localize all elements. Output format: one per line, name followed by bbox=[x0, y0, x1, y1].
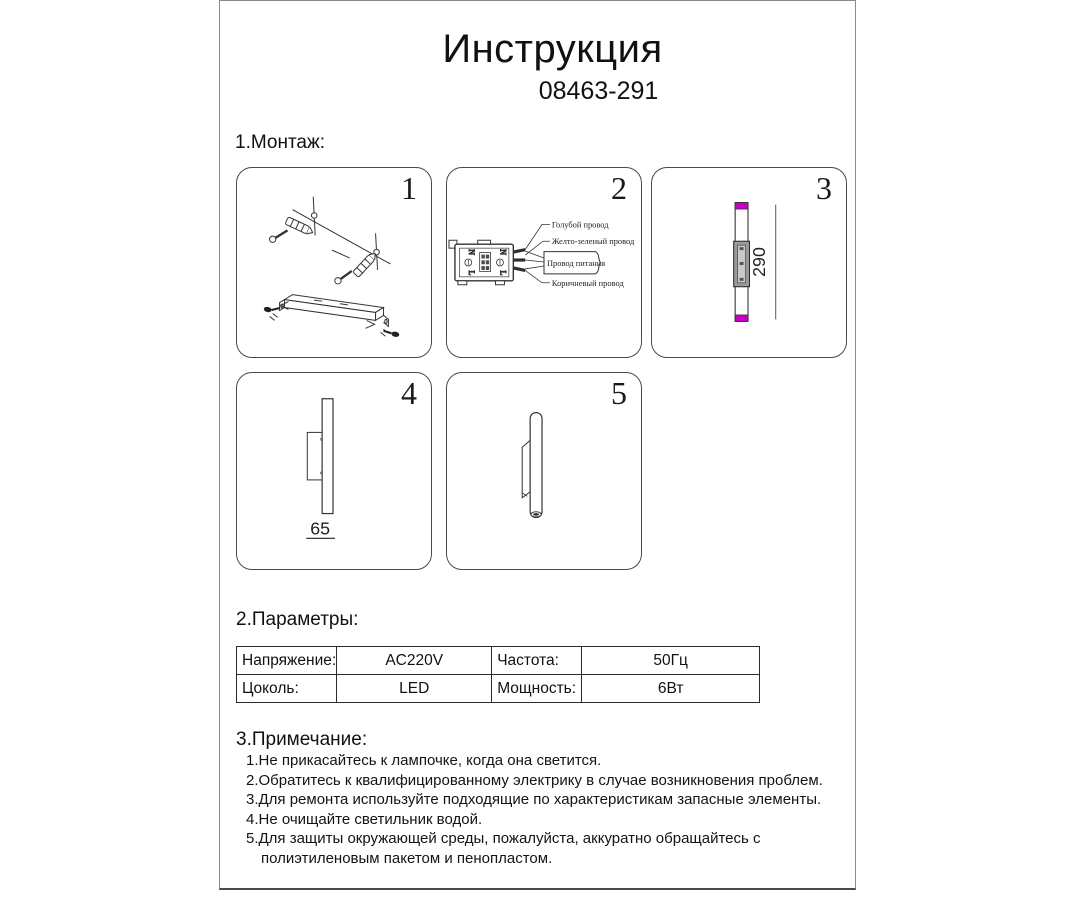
note-item: 2.Обратитесь к квалифицированному электрику в случае возникновения проблем. bbox=[246, 771, 823, 789]
panel-number: 4 bbox=[401, 375, 417, 411]
bracket-screw-icon bbox=[366, 320, 400, 337]
note-item: 1.Не прикасайтесь к лампочке, когда она светится. bbox=[246, 752, 602, 769]
parameters-table bbox=[236, 646, 760, 703]
lamp-bar-figure bbox=[734, 203, 750, 322]
wire-label-brown: Коричневый провод bbox=[551, 278, 624, 288]
terminal-n-label: N bbox=[498, 249, 508, 255]
param-label-socket: Цоколь: bbox=[237, 675, 337, 703]
terminal-block-figure bbox=[449, 240, 513, 285]
bracket-screw-icon bbox=[263, 302, 288, 313]
param-value-voltage: AC220V bbox=[337, 647, 492, 675]
section-heading-notes: 3.Примечание: bbox=[236, 729, 368, 750]
param-label-frequency: Частота: bbox=[492, 647, 582, 675]
notes-list bbox=[246, 751, 846, 868]
lamp-3d-figure bbox=[522, 413, 542, 518]
lamp-front-figure bbox=[307, 399, 333, 514]
note-item: 4.Не очищайте светильник водой. bbox=[246, 810, 483, 828]
model-number: 08463-291 bbox=[538, 77, 659, 105]
panel-number: 5 bbox=[611, 375, 627, 411]
panel-dimension-step-3 bbox=[651, 167, 847, 358]
wire-label-power: Провод питания bbox=[546, 258, 606, 268]
panel-dimension-step-4 bbox=[236, 372, 432, 570]
wires bbox=[513, 250, 525, 271]
terminal-n-label: N bbox=[466, 249, 476, 255]
dimension-value: 290 bbox=[748, 247, 769, 277]
wall-plug-icon bbox=[353, 251, 378, 277]
param-label-voltage: Напряжение: bbox=[237, 647, 337, 675]
panel-mounting-step-1 bbox=[236, 167, 432, 358]
instruction-page bbox=[219, 0, 856, 890]
screw-icon bbox=[335, 271, 352, 284]
table-row bbox=[237, 675, 760, 703]
mounting-bracket-figure bbox=[270, 295, 389, 337]
section-heading-parameters: 2.Параметры: bbox=[236, 609, 359, 630]
panel-number: 3 bbox=[816, 170, 832, 206]
terminal-l-label: L bbox=[498, 270, 508, 276]
wire-label-yellow-green: Желто-зеленый провод bbox=[551, 237, 635, 247]
note-item: 5.Для защиты окружающей среды, пожалуйста, аккуратно обращайтесь с bbox=[246, 830, 761, 847]
note-item-continuation: полиэтиленовым пакетом и пенопластом. bbox=[261, 849, 553, 867]
panel-assembled-step-5 bbox=[446, 372, 642, 570]
screw-icon bbox=[269, 230, 287, 242]
note-item: 3.Для ремонта используйте подходящие по характеристикам запасные элементы. bbox=[246, 791, 822, 808]
param-value-frequency: 50Гц bbox=[582, 647, 760, 675]
panel-wiring-step-2 bbox=[446, 167, 642, 358]
terminal-l-label: L bbox=[466, 270, 476, 276]
param-value-power: 6Вт bbox=[582, 675, 760, 703]
dimension-value: 65 bbox=[310, 518, 331, 539]
panel-number: 2 bbox=[611, 170, 627, 206]
param-value-socket: LED bbox=[337, 675, 492, 703]
table-row bbox=[237, 647, 760, 675]
section-heading-montage: 1.Монтаж: bbox=[235, 132, 325, 153]
param-label-power: Мощность: bbox=[492, 675, 582, 703]
wire-label-blue: Голубой провод bbox=[551, 220, 609, 230]
page-title: Инструкция bbox=[442, 27, 663, 71]
panel-number: 1 bbox=[401, 170, 417, 206]
